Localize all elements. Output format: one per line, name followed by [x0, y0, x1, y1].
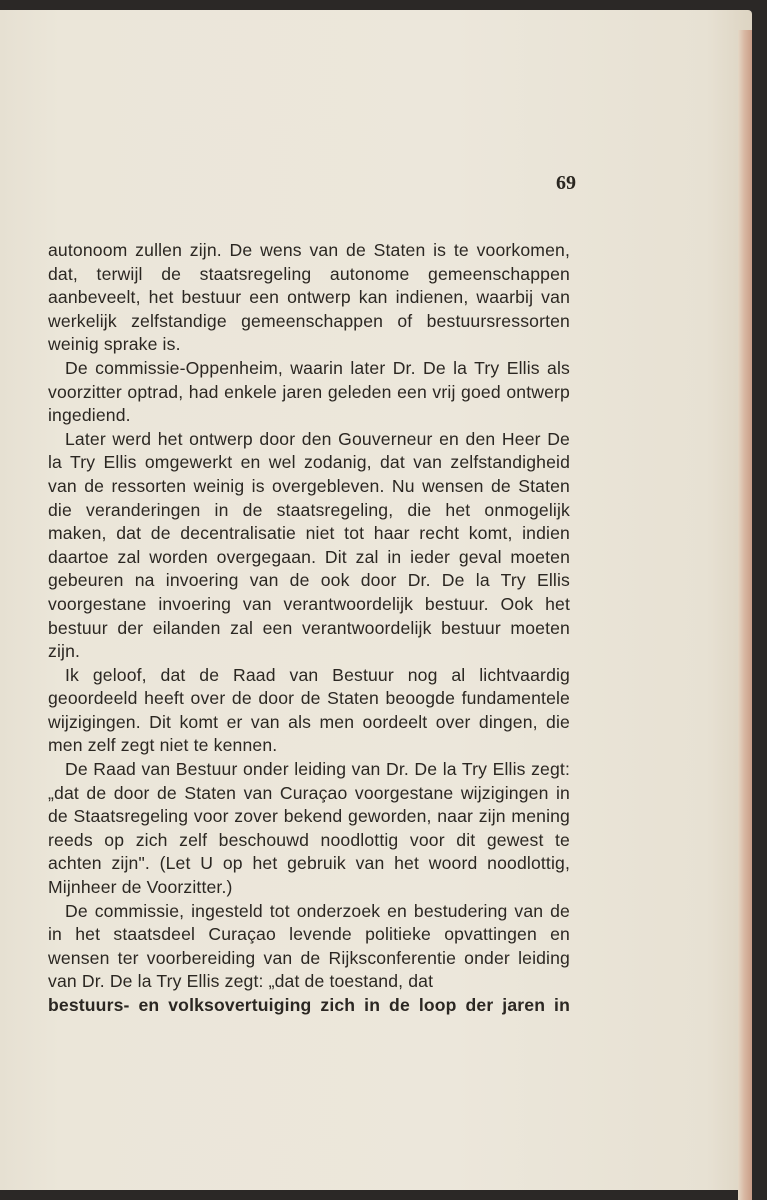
paragraph-2: De commissie-Oppenheim, waarin later Dr. De la Try Ellis als voorzitter optrad, had enkele jaren geleden een vrij goed ontwerp ingediend.	[48, 357, 570, 426]
paragraph-1: autonoom zullen zijn. De wens van de Staten is te voorkomen, dat, terwijl de staatsregeling autonome gemeenschappen aanbeveelt, het bestuur een ontwerp kan indienen, waarbij van werkelijk zelfstandige gemeenschappen of bestuursressorten weinig sprake is.	[48, 240, 570, 355]
paragraph-7: bestuurs- en volksovertuiging zich in de loop der jaren in	[48, 995, 570, 1015]
page-number: 69	[556, 172, 576, 194]
paragraph-3: Later werd het ontwerp door den Gouverneur en den Heer De la Try Ellis omgewerkt en wel zodanig, dat van zelfstandigheid van de ressorten weinig is overgebleven. Nu wensen de Staten die veranderingen in de staatsregeling, die het onmogelijk maken, dat de decentralisatie niet tot haar recht komt, indien daartoe zal worden overgegaan. Dit zal in ieder geval moeten gebeuren na invoering van de ook door Dr. De la Try Ellis voorgestane invoering van verantwoordelijk bestuur. Ook het bestuur der eilanden zal een verantwoordelijk bestuur moeten zijn.	[48, 428, 570, 662]
page-edge	[738, 30, 752, 1200]
book-page	[0, 10, 752, 1190]
paragraph-4: Ik geloof, dat de Raad van Bestuur nog al lichtvaardig geoordeeld heeft over de door de Staten beoogde fundamentele wijzigingen. Dit komt er van als men oordeelt over dingen, die men zelf zegt niet te kennen.	[48, 664, 570, 756]
paragraph-5: De Raad van Bestuur onder leiding van Dr. De la Try Ellis zegt: „dat de door de Staten van Curaçao voorgestane wijzigingen in de Staatsregeling voor zover bekend geworden, naar zijn mening reeds op zich zelf beschouwd noodlottig voor dit gewest te achten zijn". (Let U op het gebruik van het woord noodlottig, Mijnheer de Voorzitter.)	[48, 759, 570, 898]
paragraph-6: De commissie, ingesteld tot onderzoek en bestudering van de in het staatsdeel Curaçao levende politieke opvattingen en wensen ter voorbereiding van de Rijksconferentie onder leiding van Dr. De la Try Ellis zegt: „dat de toestand, dat	[48, 900, 570, 992]
body-text	[48, 239, 570, 1018]
